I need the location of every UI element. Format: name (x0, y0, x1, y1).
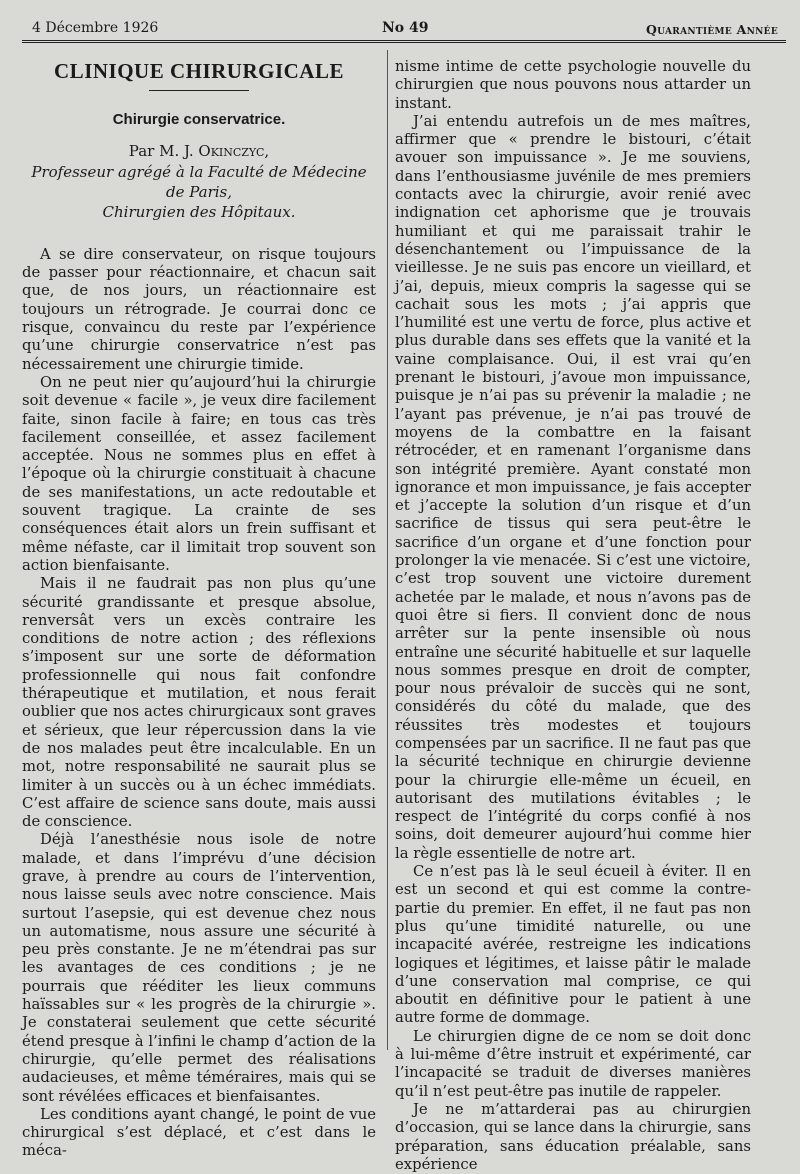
issue-number: No 49 (382, 20, 429, 36)
paragraph: Je ne m’attarderai pas au chirurgien d’occasion, qui se lance dans la chirurgie, sans préparation, sans éducation préalable, sans expérience (395, 1100, 751, 1173)
page-header (22, 18, 782, 42)
publication-year: Quarantième Année (645, 22, 778, 37)
paragraph: Les conditions ayant changé, le point de vue chirurgical s’est déplacé, et c’est dans le méca- (22, 1105, 376, 1160)
paragraph: On ne peut nier qu’aujourd’hui la chirurgie soit devenue « facile », je veux dire facilement faite, sinon facile à faire; en tous cas très facilement conseillée, et assez facilement acceptée. Nous ne sommes plus en effet à l’époque où la chirurgie constituait à chacune de ses manifestations, un acte redoutable et souvent tragique. La crainte de ses conséquences était alors un frein suffisant et même néfaste, car il limitait trop souvent son action bienfaisante. (22, 373, 376, 574)
right-column (395, 58, 751, 1174)
author-affiliation (22, 162, 376, 222)
left-column (22, 58, 376, 1161)
article-title: CLINIQUE CHIRURGICALE (54, 59, 344, 83)
article-subtitle: Chirurgie conservatrice. (112, 111, 286, 129)
paragraph: Le chirurgien digne de ce nom se doit donc à lui-même d’être instruit et expérimenté, car l’incapacité se traduit de diverses manières qu’il n’est peut-être pas inutile de rappeler. (395, 1027, 751, 1100)
affiliation-line-1: Professeur agrégé à la Faculté de Médecine de Paris, (31, 162, 367, 201)
author-line (22, 142, 376, 160)
paragraph: Mais il ne faudrait pas non plus qu’une sécurité grandissante et presque absolue, renversât vers un excès contraire les conditions de notre action ; des réflexions s’imposent sur une sorte de déformation professionnelle qui nous fait confondre thérapeutique et mutilation, et nous ferait oublier que nos actes chirurgicaux sont graves et sérieux, que leur répercussion dans la vie de nos malades peut être incalculable. En un mot, notre responsabilité ne saurait plus se limiter à un succès ou à un échec immédiats. C’est affaire de science sans doute, mais aussi de conscience. (22, 575, 376, 831)
issue-date: 4 Décembre 1926 (32, 20, 159, 36)
affiliation-line-2: Chirurgien des Hôpitaux. (102, 202, 296, 221)
column-divider (387, 50, 388, 1050)
header-divider (22, 40, 786, 43)
paragraph: Ce n’est pas là le seul écueil à éviter. Il en est un second et qui est comme la contre-partie du premier. En effet, il ne faut pas non plus qu’une timidité naturelle, ou une incapacité avérée, restreigne les indications logiques et légitimes, et laisse pâtir le malade d’une conservation mal comprise, ce qui aboutit en définitive pour le patient à une autre forme de dommage. (395, 863, 751, 1027)
author-prefix: Par M. J. (128, 141, 199, 160)
author-name: Okinczyc, (198, 141, 270, 160)
title-divider (149, 90, 249, 91)
paragraph: A se dire conservateur, on risque toujours de passer pour réactionnaire, et chacun sait que, de nos jours, un réactionnaire est toujours un rétrograde. Je courrai donc ce risque, convaincu du reste par l’expérience qu’une chirurgie conservatrice n’est pas nécessairement une chirurgie timide. (22, 245, 376, 373)
paragraph: Déjà l’anesthésie nous isole de notre malade, et dans l’imprévu d’une décision grave, à prendre au cours de l’intervention, nous laisse seuls avec notre conscience. Mais surtout l’asepsie, qui est devenue chez nous un automatisme, nous assure une sécurité à peu près constante. Je ne m’étendrai pas sur les avantages de ces conditions ; je ne pourrais que rééditer les lieux communs haïssables sur « les progrès de la chirurgie ». Je constaterai seulement que cette sécurité étend presque à l’infini le champ d’action de la chirurgie, qu’elle permet des réalisations audacieuses, et même téméraires, mais qui se sont révélées efficaces et bienfaisantes. (22, 831, 376, 1105)
paragraph: J’ai entendu autrefois un de mes maîtres, affirmer que « prendre le bistouri, c’était avouer son impuissance ». Je me souviens, dans l’enthousiasme juvénile de mes premiers contacts avec la chirurgie, avoir renié avec indignation cet aphorisme que je trouvais humiliant et qui me paraissait trahir le désenchantement ou l’impuissance de la vieillesse. Je ne suis pas encore un vieillard, et j’ai, depuis, mieux compris la sagesse qui se cachait sous les mots ; j’ai appris que l’humilité est une vertu de force, plus active et plus durable dans ses effets que la vanité et la vaine complaisance. Oui, il est vrai qu’en prenant le bistouri, j’avoue mon impuissance, puisque je n’ai pas su prévenir la maladie ; ne l’ayant pas prévenue, je n’ai pas trouvé de moyens de la combattre en la faisant rétrocéder, et en ramenant l’organisme dans son intégrité première. Ayant constaté mon ignorance et mon impuissance, je fais accepter et j’accepte la solution d’un risque et d’un sacrifice de tissus qui sera peut-être le sacrifice d’un organe et d’une fonction pour prolonger la vie menacée. Si c’est une victoire, c’est trop souvent une victoire durement achetée par le malade, et nous n’avons pas de quoi être si fiers. Il convient donc de nous arrêter sur la pente insensible où nous entraîne une sécurité habituelle et sur laquelle nous sommes presque en droit de compter, pour nous prévaloir de succès qui ne sont, considérés du côté du malade, que des réussites très modestes et toujours compensées par un sacrifice. Il ne faut pas que la sécurité technique en chirurgie devienne pour la chirurgie elle-même un écueil, en autorisant des mutilations évitables ; le respect de l’intégrité du corps confié à nos soins, doit demeurer aujourd’hui comme hier la règle essentielle de notre art. (395, 112, 751, 862)
paragraph-continued: nisme intime de cette psychologie nouvelle du chirurgien que nous pouvons nous attarder un instant. (395, 58, 751, 112)
